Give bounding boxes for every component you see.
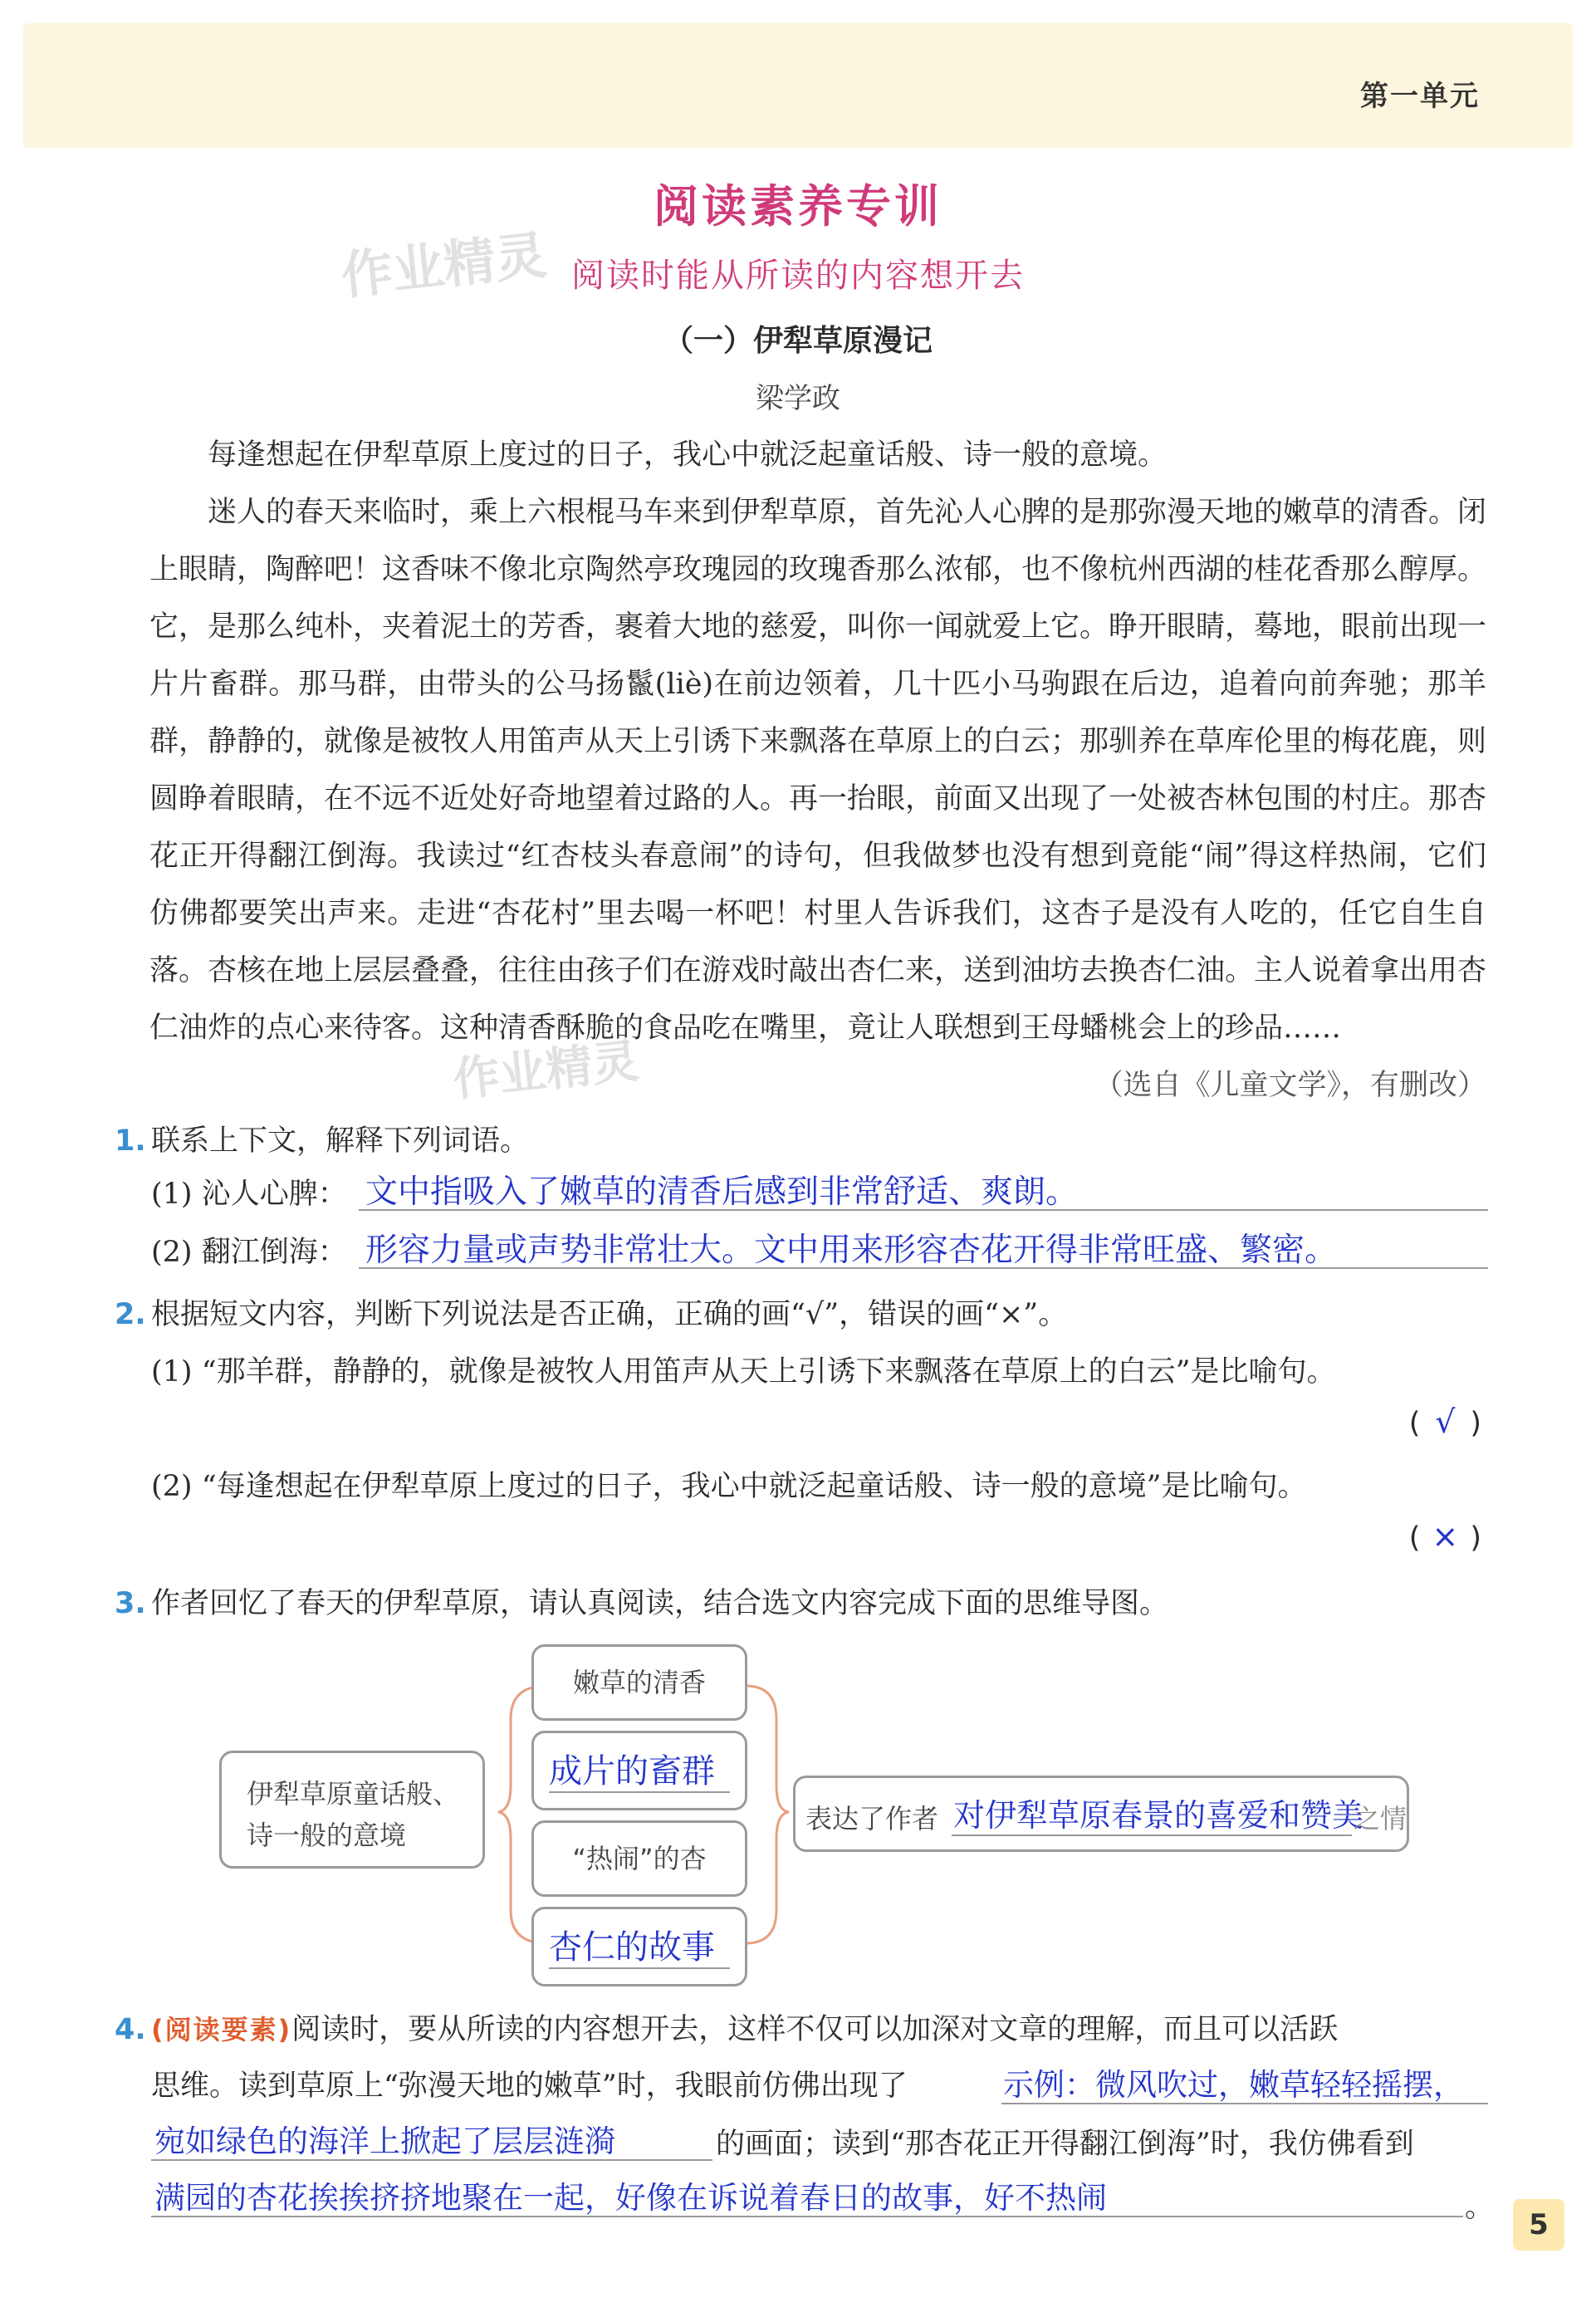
q2-statement-1: (1) “那羊群，静静的，就像是被牧人用笛声从天上引诱下来飘落在草原上的白云”是比喻句。: [151, 1355, 1336, 1389]
answer-underline: [952, 1834, 1352, 1836]
answer-bracket[interactable]: ( × ): [1408, 1518, 1481, 1555]
handwritten-answer: 杏仁的故事: [549, 1928, 715, 1967]
handwritten-answer: 宛如绿色的海洋上掀起了层层涟漪: [154, 2124, 615, 2159]
passage-paragraph: 每逢想起在伊犁草原上度过的日子，我心中就泛起童话般、诗一般的意境。: [208, 438, 1168, 472]
mind-map-node[interactable]: [531, 1731, 747, 1810]
answer-underline: [549, 1967, 730, 1969]
q2-statement-2: (2) “每逢想起在伊犁草原上度过的日子，我心中就泛起童话般、诗一般的意境”是比喻句。: [151, 1470, 1307, 1503]
handwritten-answer: 形容力量或声势非常壮大。文中用来形容杏花开得非常旺盛、繁密。: [365, 1232, 1338, 1269]
question-text: 作者回忆了春天的伊犁草原，请认真阅读，结合选文内容完成下面的思维导图。: [151, 1587, 1169, 1620]
sentence-end: 。: [1465, 2191, 1495, 2224]
watermark: 作业精灵: [450, 1034, 642, 1108]
question-text: 阅读时，要从所读的内容想开去，这样不仅可以加深对文章的理解，而且可以活跃: [291, 2013, 1339, 2046]
answer-bracket[interactable]: ( √ ): [1408, 1403, 1481, 1440]
mind-map-root: 伊犁草原童话般、诗一般的意境: [219, 1751, 485, 1869]
page-number: 5: [1513, 2199, 1564, 2251]
reading-element-tag: (阅读要素): [151, 2014, 292, 2045]
mind-map-node: 嫩草的清香: [531, 1644, 747, 1721]
question-number: 4.: [115, 2013, 146, 2046]
mind-map-conclusion[interactable]: [793, 1776, 1409, 1852]
handwritten-answer: 满园的杏花挨挨挤挤地聚在一起，好像在诉说着春日的故事，好不热闹: [154, 2180, 1107, 2216]
watermark: 作业精灵: [338, 224, 550, 306]
mind-map-node[interactable]: [531, 1907, 747, 1986]
question-text: 思维。读到草原上“弥漫天地的嫩草”时，我眼前仿佛出现了: [151, 2070, 908, 2103]
conclusion-prefix: 表达了作者: [805, 1803, 939, 1834]
essay-title: （一）伊犁草原漫记: [663, 324, 933, 358]
question-text: 联系上下文，解释下列词语。: [151, 1124, 530, 1158]
handwritten-answer: 对伊犁草原春景的喜爱和赞美: [953, 1797, 1364, 1834]
question-text: 的画面；读到“那杏花正开得翻江倒海”时，我仿佛看到: [716, 2128, 1414, 2161]
answer-field[interactable]: [151, 2114, 712, 2161]
q1-item-2-label: (2) 翻江倒海：: [151, 1236, 347, 1269]
question-text: 根据短文内容，判断下列说法是否正确，正确的画“√”，错误的画“×”。: [151, 1298, 1068, 1331]
cross-mark: ×: [1432, 1518, 1459, 1555]
question-number: 3.: [115, 1587, 146, 1620]
mind-map-node: “热闹”的杏: [531, 1820, 747, 1897]
page-subtitle: 阅读时能从所读的内容想开去: [571, 257, 1025, 295]
handwritten-answer: 文中指吸入了嫩草的清香后感到非常舒适、爽朗。: [365, 1173, 1079, 1211]
check-mark: √: [1435, 1403, 1456, 1440]
unit-label: 第一单元: [1360, 80, 1480, 113]
essay-author: 梁学政: [756, 382, 840, 415]
answer-field[interactable]: [1001, 2058, 1488, 2104]
passage-source: （选自《儿童文学》，有删改）: [1094, 1069, 1486, 1102]
conclusion-suffix: 之情: [1354, 1803, 1408, 1834]
answer-field[interactable]: [151, 2171, 1463, 2217]
question-number: 1.: [115, 1124, 146, 1158]
page-title: 阅读素养专训: [654, 180, 942, 233]
question-4: [115, 2003, 1493, 2056]
passage-text: 迷人的春天来临时，乘上六根棍马车来到伊犁草原，首先沁人心脾的是那弥漫天地的嫩草的清香。闭上眼睛，陶醉吧！这香味不像北京陶然亭玫瑰园的玫瑰香那么浓郁，也不像杭州西湖的桂花香那么醇厚。它，是那么纯朴，夹着泥土的芳香，裹着大地的慈爱，叫你一闻就爱上它。睁开眼睛，蓦地，眼前出现一片片畜群。那马群，由带头的公马扬鬣(liè)在前边领着，几十匹小马驹跟在后边，追着向前奔驰；那羊群，静静的，就像是被牧人用笛声从天上引诱下来飘落在草原上的白云；那驯养在草库伦里的梅花鹿，则圆睁着眼睛，在不远不近处好奇地望着过路的人。再一抬眼，前面又出现了一处被杏林包围的村庄。那杏花正开得翻江倒海。我读过“红杏枝头春意闹”的诗句，但我做梦也没有想到竟能“闹”得这样热闹，它们仿佛都要笑出声来。走进“杏花村”里去喝一杯吧！村里人告诉我们，这杏子是没有人吃的，任它自生自落。杏核在地上层层叠叠，往往由孩子们在游戏时敲出杏仁来，送到油坊去换杏仁油。主人说着拿出用杏仁油炸的点心来待客。这种清香酥脆的食品吃在嘴里，竟让人联想到王母蟠桃会上的珍品……: [149, 496, 1487, 1045]
handwritten-answer: 示例：微风吹过，嫩草轻轻摇摆，: [1003, 2067, 1464, 2103]
handwritten-answer: 成片的畜群: [549, 1752, 715, 1790]
answer-underline: [549, 1791, 730, 1793]
q1-item-1-label: (1) 沁人心脾：: [151, 1178, 347, 1211]
question-number: 2.: [115, 1298, 146, 1331]
